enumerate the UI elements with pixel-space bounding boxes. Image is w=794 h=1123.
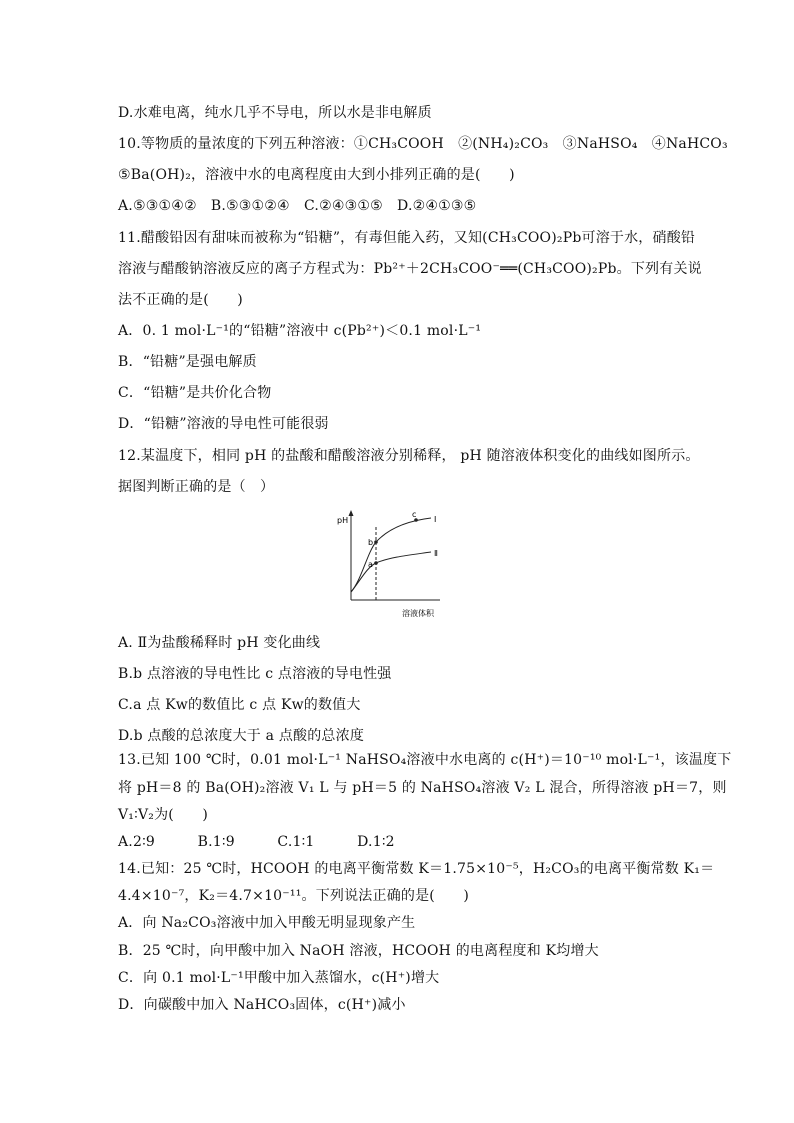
text-line: A.⑤③①④② B.⑤③①②④ C.②④③①⑤ D.②④①③⑤ [118, 198, 477, 214]
text-line: D.水难电离，纯水几乎不导电，所以水是非电解质 [118, 105, 432, 121]
text-line: D．“铅糖”溶液的导电性可能很弱 [118, 416, 329, 432]
text-line: A.2∶9 B.1∶9 C.1∶1 D.1∶2 [118, 834, 395, 850]
text-line: B.b 点溶液的导电性比 c 点溶液的导电性强 [118, 666, 392, 682]
ph-curve-diagram [330, 505, 455, 620]
text-line: 13.已知 100 ℃时，0.01 mol·L⁻¹ NaHSO₄溶液中水电离的 c(H⁺)＝10⁻¹⁰ mol·L⁻¹，该温度下 [118, 752, 732, 768]
text-line: B．25 ℃时，向甲酸中加入 NaOH 溶液，HCOOH 的电离程度和 K均增大 [118, 943, 599, 959]
text-line: 将 pH＝8 的 Ba(OH)₂溶液 V₁ L 与 pH＝5 的 NaHSO₄溶液 V₂ L 混合，所得溶液 pH＝7，则 [118, 780, 727, 796]
point-a [374, 561, 378, 565]
curve-label-i: Ⅰ [434, 515, 437, 524]
y-axis-label: pH [337, 516, 349, 525]
curve-i [351, 518, 431, 592]
point-label-c: c [412, 510, 417, 519]
point-label-a: a [368, 560, 373, 569]
curve-ii [351, 552, 431, 592]
point-label-b: b [368, 538, 374, 547]
text-line: A．0. 1 mol·L⁻¹的“铅糖”溶液中 c(Pb²⁺)＜0.1 mol·L⁻¹ [118, 323, 482, 339]
x-axis-label: 溶液体积 [402, 609, 434, 618]
point-b [374, 540, 378, 544]
text-line: 4.4×10⁻⁷，K₂＝4.7×10⁻¹¹。下列说法正确的是( ) [118, 888, 470, 904]
text-line: V₁∶V₂为( ) [118, 807, 209, 823]
text-line: D．向碳酸中加入 NaHCO₃固体，c(H⁺)减小 [118, 997, 406, 1013]
text-line: 溶液与醋酸钠溶液反应的离子方程式为：Pb²⁺＋2CH₃COO⁻══(CH₃COO)₂Pb。下列有关说 [118, 261, 702, 277]
ph-dilution-figure [330, 505, 455, 620]
text-line: A．向 Na₂CO₃溶液中加入甲酸无明显现象产生 [118, 915, 416, 931]
y-axis-arrow [349, 510, 354, 516]
text-line: 11.醋酸铅因有甜味而被称为“铅糖”，有毒但能入药，又知(CH₃COO)₂Pb可溶于水，硝酸铅 [118, 230, 696, 246]
curve-label-ii: Ⅱ [434, 549, 438, 558]
text-line: D.b 点酸的总浓度大于 a 点酸的总浓度 [118, 728, 365, 744]
text-line: B．“铅糖”是强电解质 [118, 354, 257, 370]
text-line: C.a 点 Kw的数值比 c 点 Kw的数值大 [118, 697, 361, 713]
text-line: C．向 0.1 mol·L⁻¹甲酸中加入蒸馏水，c(H⁺)增大 [118, 970, 440, 986]
text-line: A. Ⅱ为盐酸稀释时 pH 变化曲线 [118, 635, 321, 651]
text-line: C．“铅糖”是共价化合物 [118, 385, 272, 401]
text-line: 12.某温度下，相同 pH 的盐酸和醋酸溶液分别稀释， pH 随溶液体积变化的曲线如图所示。 [118, 448, 700, 464]
text-line: ⑤Ba(OH)₂，溶液中水的电离程度由大到小排列正确的是( ) [118, 167, 515, 183]
text-line: 法不正确的是( ) [118, 292, 243, 308]
text-line: 10.等物质的量浓度的下列五种溶液：①CH₃COOH ②(NH₄)₂CO₃ ③NaHSO₄ ④NaHCO₃ [118, 136, 728, 152]
text-line: 14.已知：25 ℃时，HCOOH 的电离平衡常数 K＝1.75×10⁻⁵，H₂CO₃的电离平衡常数 K₁＝ [118, 861, 715, 877]
text-line: 据图判断正确的是（ ） [118, 479, 275, 495]
